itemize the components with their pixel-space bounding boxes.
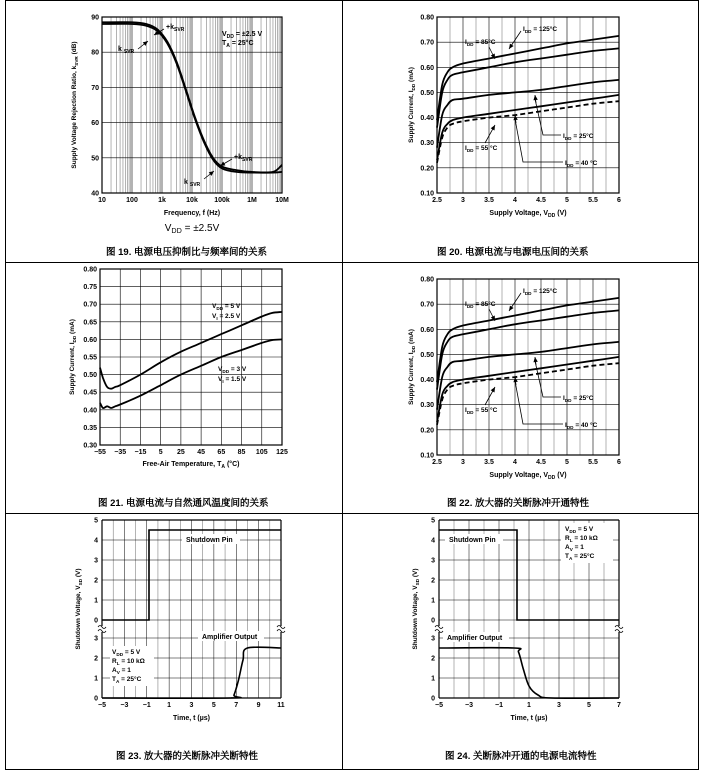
- y-tick-label-lower: 0: [431, 695, 435, 703]
- x-tick-label: 5: [158, 449, 163, 456]
- x-tick-label: 2.5: [432, 459, 442, 466]
- y-tick-label-lower: 1: [94, 675, 98, 683]
- y-tick-label-upper: 5: [94, 517, 98, 525]
- chart-fig24-caption: 图 24. 关断脉冲开通的电源电流特性: [445, 751, 597, 762]
- annotation-rl: $R_L = 10$ kΩ: [112, 658, 145, 666]
- y-tick-label: 0.50: [83, 372, 97, 380]
- y-axis-label: Shutdown Voltage, $V_{SD}$ (V): [412, 568, 420, 650]
- arrow-25c-head: [533, 357, 537, 362]
- series-line: [100, 339, 282, 408]
- annotation-40c: $I_{DD} = 40$ °C: [565, 160, 598, 168]
- y-tick-label: 0.70: [420, 301, 434, 309]
- arrow-125c-head: [509, 44, 514, 49]
- chart-fig20-caption: 图 20. 电源电流与电源电压间的关系: [437, 247, 589, 258]
- x-tick-label: −1: [142, 702, 151, 709]
- annotation-ksvr-top: k $_{SVR}$: [118, 46, 135, 55]
- annotation-vi15: $V_I = 1.5$ V: [218, 376, 247, 384]
- annotation-vdd3: $V_{DD} = 3$ V: [218, 366, 247, 374]
- y-tick-label: 0.80: [83, 266, 97, 274]
- y-tick-label: 0.50: [420, 351, 434, 359]
- x-tick-label: 3.5: [484, 459, 494, 466]
- y-tick-label: 0.80: [420, 276, 434, 284]
- x-tick-label: 6: [617, 197, 621, 204]
- arrow-ksvr-bottom-head: [209, 171, 214, 176]
- annotation-plus-ksvr-bottom: $+k_{SVR}$: [234, 154, 253, 163]
- x-axis-label: Free-Air Temperature, $T_A$ (°C): [142, 461, 240, 470]
- y-tick-label-lower: 2: [431, 655, 435, 663]
- annotation-av: $A_V = 1$: [112, 667, 131, 675]
- y-tick-label-upper: 4: [431, 537, 435, 545]
- chart-fig23-svg: [6, 514, 342, 769]
- x-tick-label: −35: [114, 449, 127, 456]
- annotation-40c: $I_{DD} = 40$ °C: [565, 422, 598, 430]
- y-tick-label-upper: 0: [94, 617, 98, 625]
- y-tick-label: 0.30: [420, 140, 434, 148]
- annotation-ta: $T_A = 25^\circ C$: [565, 553, 595, 561]
- x-tick-label: −3: [465, 702, 473, 709]
- annotation-rl: $R_L = 10$ kΩ: [565, 535, 598, 543]
- y-tick-label: 0.80: [420, 14, 434, 22]
- x-tick-label: 4.5: [536, 459, 546, 466]
- x-tick-label: 5.5: [588, 197, 598, 204]
- x-tick-label: 10M: [275, 197, 289, 204]
- annotation-vdd: $V_{DD} = 5$ V: [112, 649, 141, 657]
- arrow-125c-head: [509, 306, 514, 311]
- annotation-amplifier-output: Amplifier Output: [447, 635, 503, 642]
- chart-fig24: [343, 514, 698, 769]
- x-axis-label: Frequency, f (Hz): [163, 210, 221, 217]
- x-tick-label: 65: [217, 449, 226, 456]
- y-tick-label-upper: 1: [94, 597, 98, 605]
- series-line: [100, 312, 282, 389]
- chart-fig19-svg: [6, 1, 342, 262]
- y-tick-label-upper: 5: [431, 517, 435, 525]
- x-tick-label: 11: [277, 702, 285, 709]
- y-tick-label: 0.10: [420, 452, 434, 460]
- y-tick-label-upper: 3: [94, 557, 98, 565]
- x-tick-label: 85: [237, 449, 246, 456]
- chart-fig20: [343, 1, 698, 262]
- x-tick-label: −5: [98, 702, 106, 709]
- y-tick-label-upper: 2: [431, 577, 435, 585]
- y-axis-label: Supply Current, $I_{DD}$ (mA): [69, 319, 77, 395]
- x-tick-label: 1: [527, 702, 531, 709]
- y-tick-label-upper: 3: [431, 557, 435, 565]
- y-tick-label: 0.65: [83, 319, 97, 327]
- y-tick-label: 0.20: [420, 427, 434, 435]
- annotation-ta: $T_A = 25^\circ C$: [112, 676, 142, 684]
- x-tick-label: 25: [176, 449, 185, 456]
- x-tick-label: 3: [189, 702, 194, 709]
- y-axis-label: Supply Voltage Rejection Ratio, $k_{SVR}$ (dB): [71, 41, 79, 169]
- x-tick-label: 100: [126, 197, 138, 204]
- x-tick-label: 1k: [158, 197, 166, 204]
- y-axis-label: Supply Current, $I_{DD}$ (mA): [408, 329, 416, 405]
- annotation-85c: $I_{DD} = 85^\circ C$: [465, 301, 496, 309]
- chart-fig22-caption: 图 22. 放大器的关断脉冲开通特性: [447, 498, 589, 509]
- y-tick-label: 0.30: [420, 402, 434, 410]
- y-tick-label: 0.75: [83, 284, 97, 292]
- x-tick-label: 45: [197, 449, 206, 456]
- x-tick-label: 10: [98, 197, 106, 204]
- annotation-vdd: $V_{DD} = \pm 2.5$ V: [222, 31, 263, 40]
- arrow-plus-ksvr-bottom-head: [220, 162, 225, 166]
- annotation-55c: $I_{DD} = 55$ °C: [465, 145, 498, 153]
- x-tick-label: 5: [587, 702, 591, 709]
- x-tick-label: −3: [120, 702, 129, 709]
- chart-fig23: [6, 514, 342, 769]
- chart-fig19-caption: 图 19. 电源电压抑制比与频率间的关系: [106, 247, 267, 258]
- y-tick-label-upper: 4: [94, 537, 98, 545]
- y-tick-label: 0.35: [83, 424, 97, 432]
- leader-40c: [515, 119, 563, 162]
- annotation-shutdown-pin: Shutdown Pin: [186, 537, 233, 544]
- y-tick-label: 0.60: [420, 64, 434, 72]
- annotation-vi25: $V_I = 2.5$ V: [212, 313, 241, 321]
- annotation-125c: $I_{DD} = 125^\circ C$: [523, 26, 558, 34]
- x-axis-label: Supply Voltage, $V_{DD}$ (V): [489, 210, 567, 219]
- chart-fig22: [343, 263, 698, 513]
- y-tick-label: 0.40: [420, 377, 434, 385]
- y-tick-label-lower: 1: [431, 675, 435, 683]
- annotation-25c: $I_{DD} = 25^\circ C$: [563, 395, 594, 403]
- annotation-55c: $I_{DD} = 55$ °C: [465, 407, 498, 415]
- y-tick-label: 0.60: [83, 336, 97, 344]
- x-tick-label: 2.5: [432, 197, 442, 204]
- x-tick-label: −5: [435, 702, 443, 709]
- annotation-shutdown-pin: Shutdown Pin: [449, 537, 496, 544]
- chart-fig23-caption: 图 23. 放大器的关断脉冲关断特性: [116, 751, 258, 762]
- x-tick-label: 100k: [214, 197, 230, 204]
- y-tick-label-upper: 0: [431, 617, 435, 625]
- y-tick-label: 50: [91, 155, 99, 163]
- annotation-vdd5: $V_{DD} = 5$ V: [212, 303, 241, 311]
- y-tick-label: 0.70: [83, 301, 97, 309]
- x-tick-label: 3: [461, 459, 465, 466]
- x-tick-label: 3: [557, 702, 561, 709]
- y-tick-label: 0.45: [83, 389, 97, 397]
- x-tick-label: 5: [565, 197, 569, 204]
- x-tick-label: 125: [276, 449, 288, 456]
- annotation-av: $A_V = 1$: [565, 544, 584, 552]
- y-tick-label-lower: 0: [94, 695, 98, 703]
- annotation-ta: $T_A = 25^\circ C$: [222, 40, 254, 49]
- x-tick-label: 3.5: [484, 197, 494, 204]
- x-tick-label: 10k: [186, 197, 198, 204]
- x-tick-label: −1: [495, 702, 503, 709]
- x-tick-label: 5: [211, 702, 216, 709]
- x-tick-label: −15: [134, 449, 147, 456]
- annotation-ksvr-bottom: k $_{SVR}$: [184, 179, 201, 188]
- y-tick-label: 70: [91, 84, 99, 92]
- y-tick-label: 90: [91, 14, 99, 22]
- below-axis-label: $V_{DD} = \pm 2.5V$: [164, 223, 220, 235]
- x-tick-label: 1: [167, 702, 172, 709]
- y-tick-label: 0.50: [420, 89, 434, 97]
- x-tick-label: 4: [513, 197, 517, 204]
- annotation-plus-ksvr-top: $+k_{SVR}$: [166, 24, 185, 33]
- x-tick-label: 1M: [247, 197, 257, 204]
- y-tick-label: 0.30: [83, 442, 97, 450]
- x-tick-label: 4.5: [536, 197, 546, 204]
- x-tick-label: 4: [513, 459, 517, 466]
- y-tick-label-lower: 3: [94, 635, 98, 643]
- x-tick-label: 3: [461, 197, 465, 204]
- annotation-25c: $I_{DD} = 25^\circ C$: [563, 133, 594, 141]
- x-tick-label: 5: [565, 459, 569, 466]
- x-tick-label: 105: [255, 449, 268, 456]
- y-axis-label: Shutdown Voltage, $V_{SD}$ (V): [75, 568, 83, 650]
- x-tick-label: 7: [617, 702, 621, 709]
- chart-fig21-caption: 图 21. 电源电流与自然通风温度间的关系: [98, 498, 269, 509]
- chart-fig24-svg: [343, 514, 698, 769]
- y-tick-label: 0.70: [420, 39, 434, 47]
- y-tick-label: 40: [91, 190, 99, 198]
- y-axis-label: Supply Current, $I_{DD}$ (mA): [408, 67, 416, 143]
- x-axis-label: Time, t (µs): [510, 715, 548, 722]
- x-tick-label: 6: [617, 459, 621, 466]
- chart-fig22-svg: [343, 263, 698, 513]
- y-tick-label: 0.20: [420, 165, 434, 173]
- annotation-125c: $I_{DD} = 125^\circ C$: [523, 288, 558, 296]
- chart-fig19: [6, 1, 342, 262]
- y-tick-label-upper: 1: [431, 597, 435, 605]
- annotation-amplifier-output: Amplifier Output: [202, 634, 258, 641]
- y-tick-label: 60: [91, 120, 99, 128]
- y-tick-label-lower: 3: [431, 635, 435, 643]
- y-tick-label-upper: 2: [94, 577, 98, 585]
- y-tick-label: 0.60: [420, 326, 434, 334]
- arrow-25c-head: [533, 95, 537, 100]
- y-tick-label: 0.55: [83, 354, 97, 362]
- chart-fig21-svg: [6, 263, 342, 513]
- x-tick-label: −55: [94, 449, 106, 456]
- chart-fig21: [6, 263, 342, 513]
- y-tick-label: 80: [91, 49, 99, 57]
- annotation-vdd: $V_{DD} = 5$ V: [565, 526, 594, 534]
- y-tick-label-lower: 2: [94, 655, 98, 663]
- x-tick-label: 5.5: [588, 459, 598, 466]
- annotation-85c: $I_{DD} = 85^\circ C$: [465, 39, 496, 47]
- x-axis-label: Time, t (µs): [173, 715, 210, 722]
- y-tick-label: 0.10: [420, 190, 434, 198]
- x-tick-label: 7: [234, 702, 239, 709]
- x-axis-label: Supply Voltage, $V_{DD}$ (V): [489, 472, 567, 481]
- leader-40c: [515, 381, 563, 424]
- arrow-ksvr-top-head: [143, 41, 148, 46]
- y-tick-label: 0.40: [420, 115, 434, 123]
- x-tick-label: 9: [256, 702, 261, 709]
- chart-fig20-svg: [343, 1, 698, 262]
- y-tick-label: 0.40: [83, 407, 97, 415]
